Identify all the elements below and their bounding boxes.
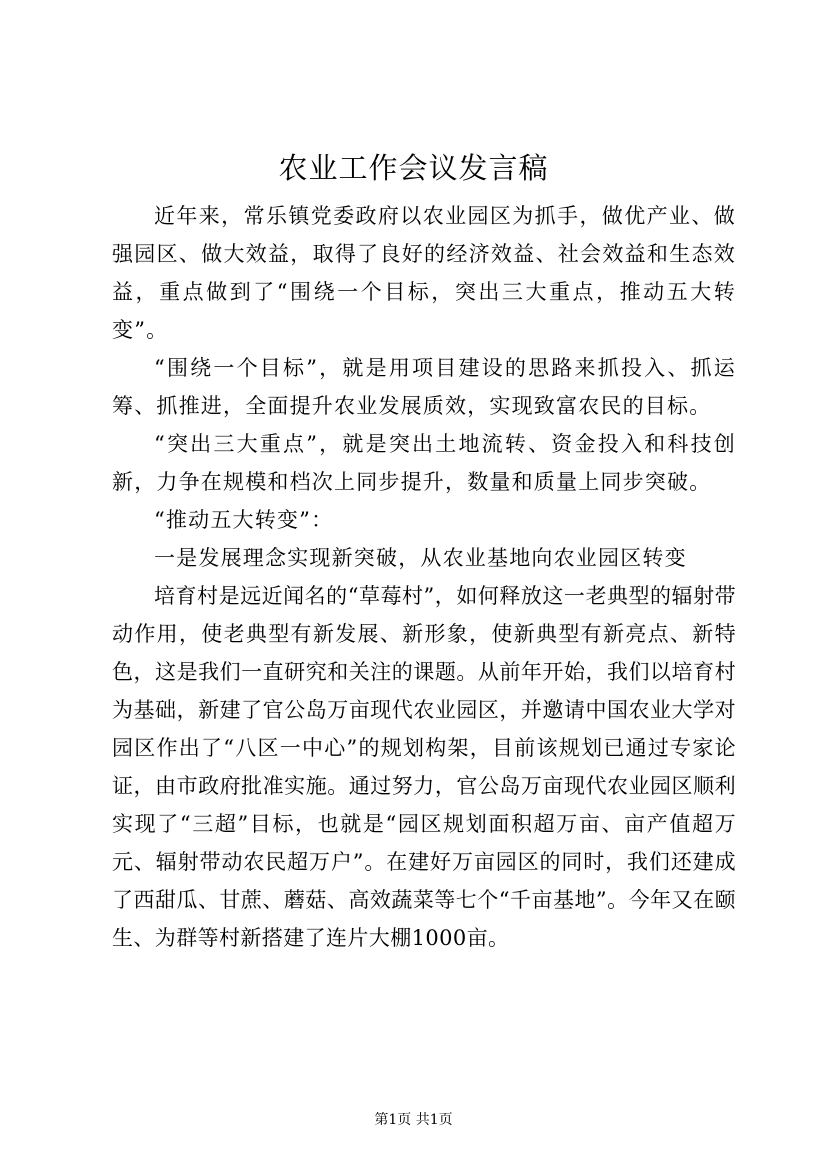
paragraph-first-change-heading: 一是发展理念实现新突破，从农业基地向农业园区转变 [154,546,687,570]
document-title: 农业工作会议发言稿 [278,151,549,185]
paragraph-peiyu-village: 培育村是远近闻名的“草莓村”，如何释放这一老典型的辐射带动作用，使老典型有新发展、新形象，使新典型有新亮点、新特色，这是我们一直研究和关注的课题。从前年开始，我们以培育村为基础，新建了官公岛万亩现代农业园区，并邀请中国农业大学对园区作出了“八区一中心”的规划构架，目前该规划已通过专家论证，由市政府批准实施。通过努力，官公岛万亩现代农业园区顺利实现了“三超”目标，也就是“园区规划面积超万亩、亩产值超万元、辐射带动农民超万户”。在建好万亩园区的同时，我们还建成了西甜瓜、甘蔗、蘑菇、高效蔬菜等七个“千亩基地”。今年又在颐生、为群等村新搭建了连片大棚1000亩。 [112,584,736,950]
page-footer: 第1页 共1页 [374,1112,453,1128]
paragraph-three-focus: “突出三大重点”，就是突出土地流转、资金投入和科技创新，力争在规模和档次上同步提升，数量和质量上同步突破。 [112,432,736,494]
document-body [112,197,736,957]
paragraph-one-goal: “围绕一个目标”，就是用项目建设的思路来抓投入、抓运筹、抓推进，全面提升农业发展质效，实现致富农民的目标。 [112,356,736,418]
paragraph-five-changes-heading: “推动五大转变”： [154,508,334,532]
paragraph-intro: 近年来，常乐镇党委政府以农业园区为抓手，做优产业、做强园区、做大效益，取得了良好的经济效益、社会效益和生态效益，重点做到了“围绕一个目标，突出三大重点，推动五大转变”。 [112,204,736,342]
